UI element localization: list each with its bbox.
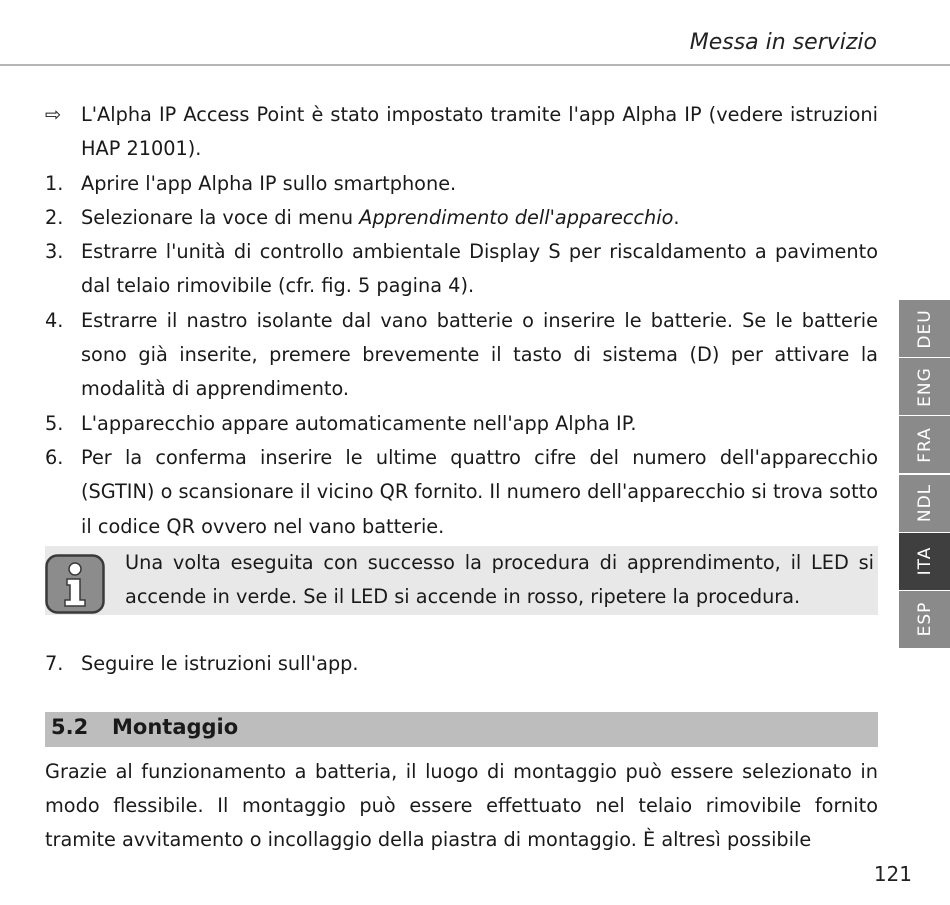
header-divider [0, 64, 950, 66]
tab-label: ESP [914, 602, 935, 637]
step-text: L'Alpha IP Access Point è stato impostato tramite l'app Alpha IP (vedere istruzioni HAP 21001). [81, 103, 878, 161]
step-text [81, 201, 878, 235]
info-icon [45, 546, 123, 615]
section-number: 5.2 [51, 715, 89, 739]
section-paragraph: Grazie al funzionamento a batteria, il luogo di montaggio può essere selezionato in modo flessibile. Il montaggio può essere effettuato nel telaio rimovibile fornito tramite avvitamento o incollaggio della piastra di montaggio. È altresì possibile [45, 760, 878, 851]
tab-ita[interactable] [899, 533, 950, 590]
tab-fra[interactable] [899, 416, 950, 473]
tab-ndl[interactable] [899, 475, 950, 532]
list-item [45, 647, 878, 681]
list-item [45, 98, 878, 167]
step-number: 3. [45, 240, 64, 264]
step-text: Seguire le istruzioni sull'app. [81, 651, 359, 675]
tab-esp[interactable] [899, 591, 950, 648]
list-item [45, 235, 878, 304]
list-item [45, 201, 878, 235]
tab-label: ENG [914, 366, 935, 407]
info-note [45, 546, 878, 615]
list-item [45, 441, 878, 544]
arrow-marker: ⇨ [45, 103, 62, 126]
step-number: 7. [45, 651, 64, 675]
menu-item-name: Apprendimento dell'apparecchio [359, 205, 674, 229]
step-number: 6. [45, 445, 64, 469]
step-number: 2. [45, 205, 64, 229]
tab-deu[interactable] [899, 300, 950, 357]
step-text-plain: Selezionare la voce di menu [81, 205, 360, 229]
step-number: 1. [45, 171, 64, 195]
tab-label: FRA [914, 427, 935, 463]
step-text: Aprire l'app Alpha IP sullo smartphone. [81, 171, 457, 195]
tab-label: NDL [914, 483, 935, 523]
tab-label: DEU [914, 308, 935, 349]
step-number: 5. [45, 411, 64, 435]
step-text-end: . [673, 205, 680, 229]
tab-label: ITA [914, 546, 935, 576]
language-tabs [899, 300, 950, 649]
note-text: Una volta eseguita con successo la procedura di apprendimento, il LED si accende in verde. Se il LED si accende in rosso, ripetere la procedura. [125, 550, 874, 609]
page-header-title: Messa in servizio [689, 30, 877, 55]
list-item [45, 167, 878, 201]
list-item [45, 407, 878, 441]
list-item [45, 304, 878, 407]
step-text: Estrarre il nastro isolante dal vano batterie o inserire le batterie. Se le batterie sono già inserite, premere brevemente il tasto di sistema (D) per attivare la modalità di apprendimento. [81, 308, 878, 401]
instruction-steps [45, 98, 878, 681]
section-title: Montaggio [112, 715, 239, 739]
step-text: Estrarre l'unità di controllo ambientale Display S per riscaldamento a pavimento dal telaio rimovibile (cfr. fig. 5 pagina 4). [81, 240, 878, 298]
step-text: L'apparecchio appare automaticamente nell'app Alpha IP. [81, 411, 637, 435]
step-number: 4. [45, 308, 64, 332]
step-text: Per la conferma inserire le ultime quattro cifre del numero dell'apparecchio (SGTIN) o scansionare il vicino QR fornito. Il numero dell'apparecchio si trova sotto il codice QR ovvero nel vano batterie. [81, 445, 878, 538]
tab-eng[interactable] [899, 358, 950, 415]
section-heading [45, 712, 878, 747]
page-number: 121 [873, 862, 912, 886]
